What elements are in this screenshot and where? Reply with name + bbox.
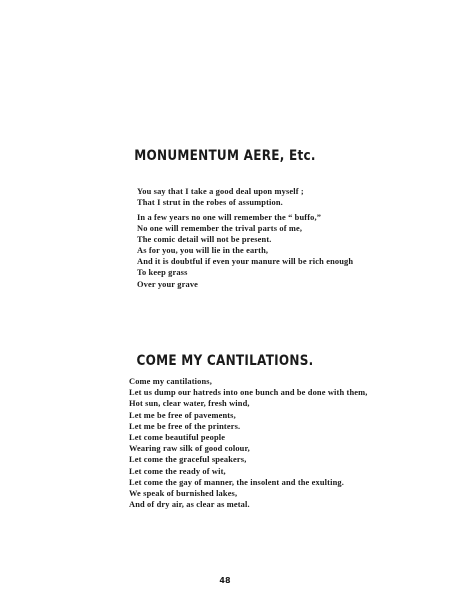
poem-title-monumentum: MONUMENTUM AERE, Etc. (134, 148, 316, 164)
poem-line: Wearing raw silk of good colour, (129, 444, 250, 454)
poem-line: The comic detail will not be present. (137, 235, 272, 245)
poem-line: Let come the gay of manner, the insolent and the exulting. (129, 477, 344, 487)
poem-line: Let me be free of the printers. (129, 421, 241, 431)
page-number: 48 (219, 576, 231, 585)
poem-title-cantilations: COME MY CANTILATIONS. (136, 353, 314, 369)
stanza (137, 186, 304, 208)
poem-line: Come my cantilations, (129, 377, 212, 386)
poem-line: Let us dump our hatreds into one bunch and be done with them, (129, 388, 368, 398)
poem-line: In a few years no one will remember the “ buffo,” (137, 213, 322, 222)
poem-line: Let come beautiful people (129, 433, 226, 443)
poem-line: And it is doubtful if even your manure will be rich enough (137, 257, 354, 267)
stanza (129, 376, 368, 510)
stanza (137, 212, 353, 290)
poem-line: Let come the graceful speakers, (129, 455, 247, 465)
poem-line: Let come the ready of wit, (129, 466, 226, 476)
poem-line: Let me be free of pavements, (129, 410, 236, 420)
poem-line: As for you, you will lie in the earth, (137, 246, 269, 256)
poem-line: No one will remember the trival parts of me, (137, 224, 303, 234)
poem-line: And of dry air, as clear as metal. (129, 500, 250, 510)
poem-line: That I strut in the robes of assumption. (137, 198, 283, 208)
poem-line: You say that I take a good deal upon myself ; (137, 187, 304, 196)
poem-line: We speak of burnished lakes, (129, 489, 238, 499)
poem-line: To keep grass (137, 268, 188, 278)
poem-line: Hot sun, clear water, fresh wind, (129, 399, 250, 409)
poem-line: Over your grave (137, 279, 199, 289)
